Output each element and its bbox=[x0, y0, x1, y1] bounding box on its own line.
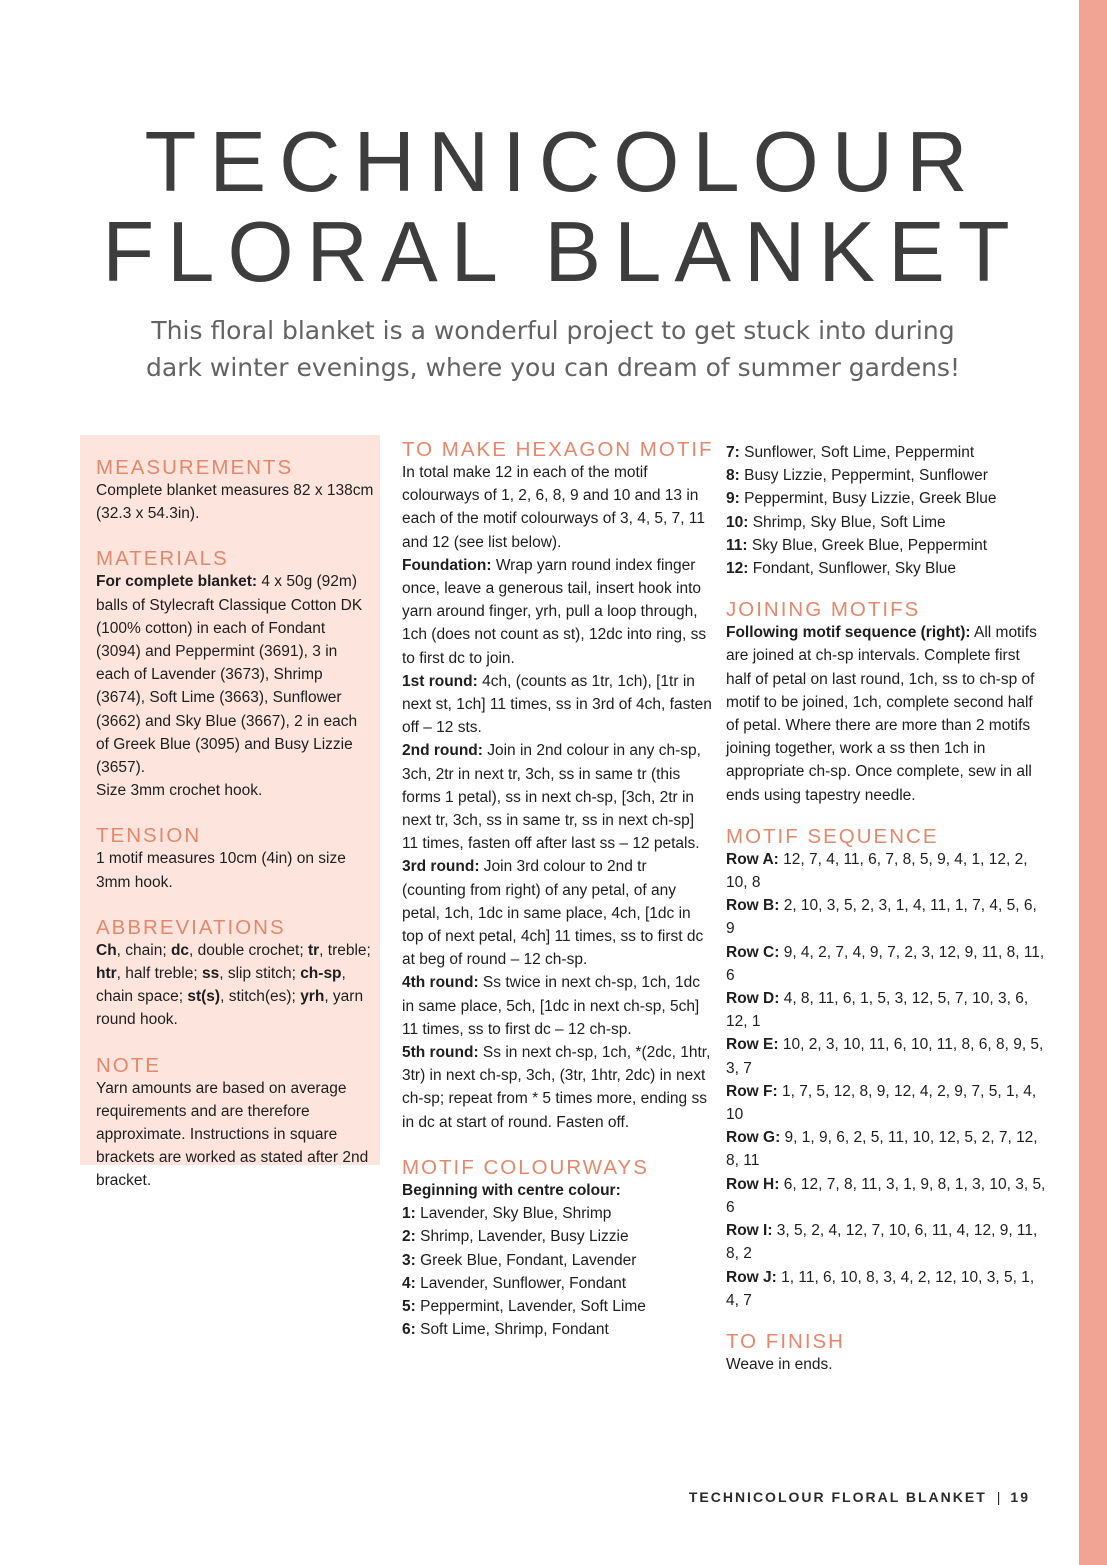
sequence-row-values: 9, 4, 2, 7, 4, 9, 7, 2, 3, 12, 9, 11, 8, 11, 6 bbox=[726, 943, 1045, 984]
sequence-row-label: Row D: bbox=[726, 990, 780, 1008]
sequence-row-label: Row A: bbox=[726, 850, 779, 868]
colourway-item bbox=[726, 534, 1046, 557]
tension-text: 1 motif measures 10cm (4in) on size 3mm hook. bbox=[96, 850, 346, 891]
sequence-row-values: 3, 5, 2, 4, 12, 7, 10, 6, 11, 4, 12, 9, 11, 8, 2 bbox=[726, 1222, 1038, 1263]
sequence-row bbox=[726, 1080, 1046, 1126]
materials-lead: For complete blanket: bbox=[96, 573, 258, 591]
step-label: 4th round: bbox=[402, 974, 479, 992]
title-line-1: TECHNICOLOUR bbox=[144, 115, 981, 210]
sidebar-column bbox=[96, 456, 374, 1193]
hexagon-intro: In total make 12 in each of the motif colourways of 1, 2, 6, 8, 9 and 10 and 13 in each of the motif colourways of 3, 4, 5, 7, 11 and 12 (see list below). bbox=[402, 464, 705, 551]
materials-body: 4 x 50g (92m) balls of Stylecraft Classique Cotton DK (100% cotton) in each of Fondant (3094) and Peppermint (3691), 3 in each of Lavender (3673), Shrimp (3674), Soft Lime (3663), Sunflower (3662) and Sky Blue (3667), 2 in each of Greek Blue (3095) and Busy Lizzie (3657). bbox=[96, 573, 363, 777]
sequence-row-values: 2, 10, 3, 5, 2, 3, 1, 4, 11, 1, 7, 4, 5, 6, 9 bbox=[726, 897, 1037, 938]
note-text: Yarn amounts are based on average requirements and are therefore approximate. Instructions in square brackets are worked as stated after 2nd bracket. bbox=[96, 1079, 369, 1190]
materials-heading: MATERIALS bbox=[96, 547, 229, 571]
colourway-number: 7: bbox=[726, 444, 740, 461]
joining-lead: Following motif sequence (right): bbox=[726, 624, 971, 642]
intro-text bbox=[100, 312, 1006, 386]
abbreviations-text bbox=[96, 939, 374, 1032]
right-column bbox=[726, 441, 1046, 1376]
colourway-number: 5: bbox=[402, 1297, 416, 1315]
step-text: Ss twice in next ch-sp, 1ch, 1dc in same place, 5ch, [1dc in next ch-sp, 5ch] 11 times, ss to first dc – 12 ch-sp. bbox=[402, 974, 701, 1038]
abbr-definition: , slip stitch; bbox=[219, 965, 301, 983]
abbr-term: Ch bbox=[96, 941, 117, 959]
sequence-row-label: Row G: bbox=[726, 1129, 781, 1147]
colourway-colours: Shrimp, Sky Blue, Soft Lime bbox=[748, 513, 946, 531]
joining-heading: JOINING MOTIFS bbox=[726, 598, 921, 622]
step-label: 2nd round: bbox=[402, 742, 483, 760]
joining-text bbox=[726, 621, 1046, 807]
step-label: Foundation: bbox=[402, 556, 492, 574]
abbr-term: yrh bbox=[300, 988, 325, 1006]
sequence-heading: MOTIF SEQUENCE bbox=[726, 824, 939, 848]
colourway-number: 12: bbox=[726, 560, 749, 578]
colourway-item bbox=[726, 441, 1046, 464]
sequence-row bbox=[726, 894, 1046, 940]
abbr-definition: , yarn round hook. bbox=[96, 988, 364, 1029]
page-edge-stripe bbox=[1079, 0, 1107, 1565]
abbr-term: ss bbox=[201, 965, 220, 983]
sequence-row-label: Row C: bbox=[726, 943, 780, 961]
colourway-number: 9: bbox=[726, 490, 740, 508]
instructions-column bbox=[402, 438, 714, 1341]
colourway-colours: Fondant, Sunflower, Sky Blue bbox=[748, 560, 957, 578]
hexagon-heading: TO MAKE HEXAGON MOTIF bbox=[402, 438, 714, 461]
colourway-item bbox=[402, 1225, 714, 1248]
sequence-row bbox=[726, 941, 1046, 987]
colourway-number: 11: bbox=[726, 536, 748, 554]
colourway-colours: Peppermint, Busy Lizzie, Greek Blue bbox=[739, 490, 997, 508]
tension-heading: TENSION bbox=[96, 824, 202, 848]
abbr-definition: , double crochet; bbox=[189, 941, 308, 959]
abbr-definition: , treble; bbox=[319, 941, 371, 959]
abbr-definition: , half treble; bbox=[116, 965, 202, 983]
step-foundation bbox=[402, 554, 714, 670]
sequence-row bbox=[726, 848, 1046, 894]
sequence-row-values: 6, 12, 7, 8, 11, 3, 1, 9, 8, 1, 3, 10, 3, 5, 6 bbox=[726, 1175, 1046, 1216]
step-text: Wrap yarn round index finger once, leave a generous tail, insert hook into yarn around finger, yrh, pull a loop through, 1ch (does not count as st), 12dc into ring, ss to first dc to join. bbox=[402, 556, 707, 667]
colourway-colours: Greek Blue, Fondant, Lavender bbox=[415, 1251, 637, 1269]
step-round-5 bbox=[402, 1041, 714, 1134]
sequence-row-values: 4, 8, 11, 6, 1, 5, 3, 12, 5, 7, 10, 3, 6, 12, 1 bbox=[726, 990, 1029, 1031]
colourway-item bbox=[402, 1318, 714, 1341]
step-text: Join in 2nd colour in any ch-sp, 3ch, 2tr in next tr, 3ch, ss in same tr (this forms 1 petal), ss in next ch-sp, [3ch, 2tr in next tr, 3ch, ss in same tr, ss in next ch-sp] 11 times, fasten off after last ss – 12 petals. bbox=[402, 742, 701, 853]
sequence-row-values: 12, 7, 4, 11, 6, 7, 8, 5, 9, 4, 1, 12, 2, 10, 8 bbox=[726, 850, 1028, 892]
colourways-heading: MOTIF COLOURWAYS bbox=[402, 1155, 649, 1179]
step-text: Ss in next ch-sp, 1ch, *(2dc, 1htr, 3tr) in next ch-sp, 3ch, (3tr, 1htr, 2dc) in next ch-sp; repeat from * 5 times more, ending ss in dc at start of round. Fasten off. bbox=[402, 1044, 711, 1131]
page-title bbox=[60, 115, 1065, 300]
sequence-row bbox=[726, 1173, 1046, 1219]
abbr-term: htr bbox=[96, 965, 117, 983]
colourway-item bbox=[402, 1249, 714, 1272]
colourway-colours: Shrimp, Lavender, Busy Lizzie bbox=[415, 1228, 629, 1246]
intro-line-2: dark winter evenings, where you can dream of summer gardens! bbox=[146, 353, 960, 382]
step-text: 4ch, (counts as 1tr, 1ch), [1tr in next st, 1ch] 11 times, ss in 3rd of 4ch, fasten off – 12 sts. bbox=[402, 672, 712, 737]
colourway-colours: Busy Lizzie, Peppermint, Sunflower bbox=[739, 467, 988, 485]
colourway-item bbox=[726, 487, 1046, 510]
colourway-item bbox=[726, 511, 1046, 534]
abbr-term: ch-sp bbox=[300, 965, 342, 983]
step-text: Join 3rd colour to 2nd tr (counting from right) of any petal, of any petal, 1ch, 1dc in same place, 4ch, [1dc in top of next petal, 4ch] 11 times, ss to first dc at beg of round – 12 ch-sp. bbox=[402, 858, 704, 969]
step-label: 3rd round: bbox=[402, 858, 480, 876]
colourway-number: 2: bbox=[402, 1228, 416, 1246]
sequence-row-label: Row B: bbox=[726, 897, 780, 915]
abbr-term: tr bbox=[307, 941, 320, 959]
title-line-2: FLORAL BLANKET bbox=[102, 205, 1023, 300]
materials-text bbox=[96, 570, 374, 779]
abbr-definition: , chain space; bbox=[96, 965, 346, 1006]
colourway-number: 6: bbox=[402, 1321, 416, 1339]
colourway-number: 3: bbox=[402, 1251, 416, 1269]
sequence-row bbox=[726, 1219, 1046, 1265]
finish-heading: TO FINISH bbox=[726, 1329, 845, 1353]
sequence-row-label: Row H: bbox=[726, 1175, 780, 1193]
abbreviations-heading: ABBREVIATIONS bbox=[96, 915, 286, 939]
abbr-definition: , chain; bbox=[116, 941, 171, 959]
step-round-3 bbox=[402, 855, 714, 971]
abbr-term: st(s) bbox=[187, 988, 221, 1006]
abbr-term: dc bbox=[170, 941, 190, 959]
colourway-colours: Peppermint, Lavender, Soft Lime bbox=[415, 1297, 646, 1315]
footer-title: TECHNICOLOUR FLORAL BLANKET bbox=[688, 1489, 987, 1505]
step-round-4 bbox=[402, 971, 714, 1041]
sequence-row-label: Row J: bbox=[726, 1268, 777, 1286]
measurements-heading: MEASUREMENTS bbox=[96, 456, 294, 479]
sequence-row-values: 10, 2, 3, 10, 11, 6, 10, 11, 8, 6, 8, 9, 5, 3, 7 bbox=[726, 1036, 1044, 1077]
sequence-row bbox=[726, 1033, 1046, 1079]
step-label: 5th round: bbox=[402, 1044, 479, 1062]
abbr-definition: , stitch(es); bbox=[220, 988, 301, 1006]
colourway-item bbox=[402, 1202, 714, 1225]
sequence-row-label: Row E: bbox=[726, 1036, 779, 1054]
colourway-item bbox=[402, 1295, 714, 1318]
colourway-number: 10: bbox=[726, 513, 749, 531]
joining-body: All motifs are joined at ch-sp intervals. Complete first half of petal on last round, 1ch, ss to ch-sp of motif to be joined, 1ch, complete second half of petal. Where there are more than 2 motifs joining together, work a ss then 1ch in appropriate ch-sp. Once complete, sew in all ends using tapestry needle. bbox=[726, 624, 1037, 804]
sequence-row-values: 9, 1, 9, 6, 2, 5, 11, 10, 12, 5, 2, 7, 12, 8, 11 bbox=[726, 1129, 1038, 1170]
step-label: 1st round: bbox=[402, 672, 478, 690]
colourway-colours: Sunflower, Soft Lime, Peppermint bbox=[739, 444, 975, 461]
footer-separator: | bbox=[996, 1489, 1003, 1505]
colourway-colours: Sky Blue, Greek Blue, Peppermint bbox=[747, 536, 988, 554]
colourways-lead: Beginning with centre colour: bbox=[402, 1181, 621, 1199]
colourway-number: 8: bbox=[726, 467, 740, 485]
step-round-2 bbox=[402, 739, 714, 855]
page-number: 19 bbox=[1010, 1489, 1030, 1505]
colourway-colours: Soft Lime, Shrimp, Fondant bbox=[415, 1321, 609, 1339]
colourway-item bbox=[726, 557, 1046, 580]
colourway-number: 4: bbox=[402, 1274, 416, 1292]
page-footer bbox=[600, 1489, 1030, 1505]
sequence-row bbox=[726, 1266, 1046, 1312]
measurements-text: Complete blanket measures 82 x 138cm (32.3 x 54.3in). bbox=[96, 482, 374, 523]
sequence-row-values: 1, 11, 6, 10, 8, 3, 4, 2, 12, 10, 3, 5, 1, 4, 7 bbox=[726, 1268, 1035, 1309]
step-round-1 bbox=[402, 670, 714, 740]
sequence-row bbox=[726, 987, 1046, 1033]
sequence-row-label: Row F: bbox=[726, 1082, 778, 1100]
colourway-number: 1: bbox=[402, 1205, 416, 1223]
sequence-row-label: Row I: bbox=[726, 1222, 773, 1240]
sequence-row-values: 1, 7, 5, 12, 8, 9, 12, 4, 2, 9, 7, 5, 1, 4, 10 bbox=[726, 1082, 1037, 1124]
colourway-item bbox=[726, 464, 1046, 487]
finish-text: Weave in ends. bbox=[726, 1355, 833, 1373]
colourway-colours: Lavender, Sky Blue, Shrimp bbox=[415, 1205, 612, 1223]
sequence-row bbox=[726, 1126, 1046, 1172]
materials-hook: Size 3mm crochet hook. bbox=[96, 782, 263, 800]
note-heading: NOTE bbox=[96, 1053, 161, 1077]
colourway-colours: Lavender, Sunflower, Fondant bbox=[415, 1274, 627, 1292]
colourway-item bbox=[402, 1272, 714, 1295]
intro-line-1: This floral blanket is a wonderful project to get stuck into during bbox=[151, 316, 955, 345]
